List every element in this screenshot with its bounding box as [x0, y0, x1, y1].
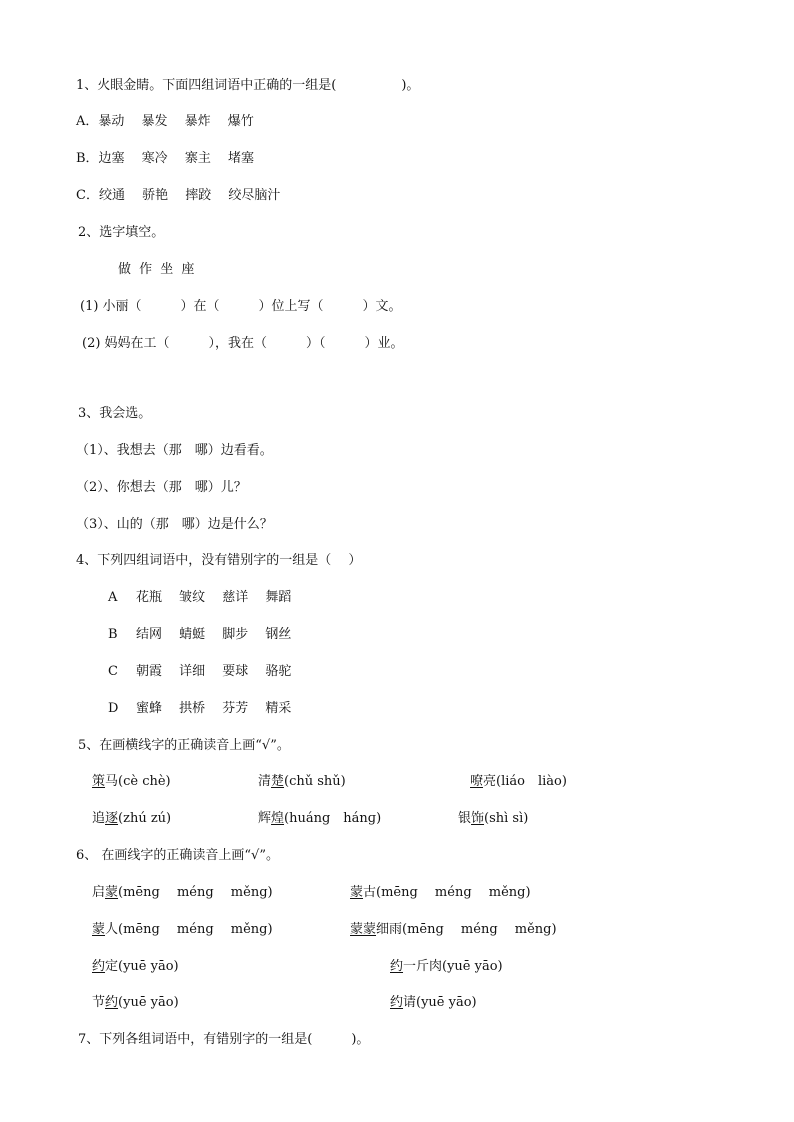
q6-item-6-underlined: 约	[390, 959, 404, 974]
q4-option-a-words: 花瓶 皱纹 慈详 舞蹈	[136, 590, 292, 605]
q6-item-1-underlined: 蒙	[105, 885, 119, 900]
q5-item-4-underlined: 逐	[105, 811, 119, 826]
q4-stem: 4、下列四组词语中，没有错别字的一组是（ ）	[76, 553, 362, 568]
q4-option-d-letter: D	[108, 701, 119, 716]
q1-stem: 1、火眼金睛。下面四组词语中正确的一组是( )。	[76, 78, 420, 93]
q5-item-1: 策马(cè chè)	[92, 774, 171, 789]
q6-item-2-underlined: 蒙	[350, 885, 364, 900]
q3-item-1: （1）、我想去（那 哪）边看看。	[76, 443, 273, 458]
q2-stem: 2、选字填空。	[78, 225, 165, 240]
q1-option-b: B．边塞 寒冷 寨主 堵塞	[76, 151, 254, 166]
q6-item-8-underlined: 约	[390, 995, 404, 1010]
q5-item-5: 辉煌(huáng hánɡ)	[258, 811, 382, 826]
q5-item-4: 追逐(zhú zú)	[92, 811, 172, 826]
q6-item-7-underlined: 约	[105, 995, 119, 1010]
q2-item-1: (1) 小丽（ ）在（ ）位上写（ ）文。	[80, 299, 402, 314]
q4-option-c-letter: C	[108, 664, 118, 679]
q6-item-2: 蒙古(mēng méng měng)	[350, 885, 531, 900]
q7-stem: 7、下列各组词语中，有错别字的一组是( )。	[78, 1032, 370, 1047]
q6-item-3-underlined: 蒙	[92, 922, 106, 937]
q1-option-c: C．绞通 骄艳 摔跤 绞尽脑汁	[76, 188, 281, 203]
q6-item-4: 蒙蒙细雨(mēng méng měng)	[350, 922, 557, 937]
q4-option-a-letter: A	[108, 590, 118, 605]
q5-stem: 5、在画横线字的正确读音上画“√”。	[78, 738, 290, 753]
q6-item-5-underlined: 约	[92, 959, 106, 974]
q3-item-3: （3）、山的（那 哪）边是什么？	[76, 517, 273, 532]
q6-item-3: 蒙人(mēng méng měng)	[92, 922, 273, 937]
q4-option-c-words: 朝霞 详细 要球 骆驼	[136, 664, 292, 679]
q5-item-2-underlined: 楚	[271, 774, 285, 789]
q6-item-8: 约请(yuē yāo)	[390, 995, 477, 1010]
q6-stem: 6、 在画线字的正确读音上画“√”。	[76, 848, 279, 863]
q4-option-b-letter: B	[108, 627, 118, 642]
q4-option-b-words: 结网 蜻蜓 脚步 钢丝	[136, 627, 292, 642]
q5-item-5-underlined: 煌	[271, 811, 285, 826]
q2-chars: 做 作 坐 座	[118, 262, 195, 277]
q3-stem: 3、我会选。	[78, 406, 152, 421]
q6-item-5: 约定(yuē yāo)	[92, 959, 179, 974]
q6-item-1: 启蒙(mēng méng měng)	[92, 885, 273, 900]
q5-item-6: 银饰(shì sì)	[458, 811, 529, 826]
q2-item-2: (2) 妈妈在工（ ），我在（ ）（ ）业。	[82, 336, 404, 351]
q5-item-6-underlined: 饰	[471, 811, 485, 826]
q6-item-6: 约一斤肉(yuē yāo)	[390, 959, 503, 974]
q1-option-a: A．暴动 暴发 暴炸 爆竹	[76, 114, 254, 129]
q6-item-7: 节约(yuē yāo)	[92, 995, 179, 1010]
q4-option-d-words: 蜜蜂 拱桥 芬芳 精采	[136, 701, 292, 716]
q6-item-4-underlined: 蒙蒙	[350, 922, 377, 937]
q5-item-3: 嘹亮(liáo liào)	[470, 774, 567, 789]
q5-item-2: 清楚(chǔ shǔ)	[258, 774, 346, 789]
q3-item-2: （2）、你想去（那 哪）儿？	[76, 480, 247, 495]
q5-item-1-underlined: 策	[92, 774, 106, 789]
q5-item-3-underlined: 嘹	[470, 774, 484, 789]
